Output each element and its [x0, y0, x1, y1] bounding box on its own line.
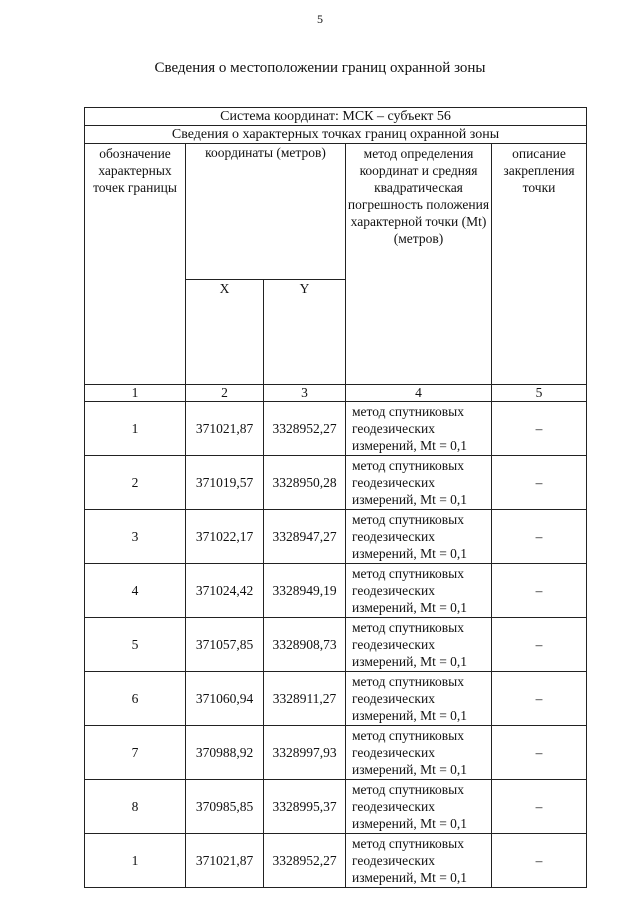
table-row: [85, 456, 587, 510]
point-number-cell: 1: [85, 834, 186, 888]
column-number: 3: [264, 385, 346, 402]
method-cell: метод спутниковых геодезических измерений, Mt = 0,1: [346, 510, 492, 564]
method-cell: метод спутниковых геодезических измерений, Mt = 0,1: [346, 834, 492, 888]
method-cell: метод спутниковых геодезических измерений, Mt = 0,1: [346, 402, 492, 456]
section-title-row: [85, 126, 587, 144]
table-row: [85, 618, 587, 672]
y-coordinate-cell: 3328911,27: [264, 672, 346, 726]
table-row: [85, 672, 587, 726]
y-coordinate-cell: 3328997,93: [264, 726, 346, 780]
table-row: [85, 834, 587, 888]
description-cell: –: [492, 834, 587, 888]
x-coordinate-cell: 371060,94: [186, 672, 264, 726]
header-description: описание закрепления точки: [492, 144, 587, 385]
point-number-cell: 7: [85, 726, 186, 780]
column-number: 5: [492, 385, 587, 402]
header-coordinates: координаты (метров): [186, 144, 346, 280]
header-point-designation: обозначение характерных точек границы: [85, 144, 186, 385]
method-cell: метод спутниковых геодезических измерений, Mt = 0,1: [346, 672, 492, 726]
point-number-cell: 3: [85, 510, 186, 564]
column-number-row: [85, 385, 587, 402]
table-row: [85, 510, 587, 564]
y-coordinate-cell: 3328952,27: [264, 402, 346, 456]
table-row: [85, 564, 587, 618]
y-coordinate-cell: 3328952,27: [264, 834, 346, 888]
method-cell: метод спутниковых геодезических измерений, Mt = 0,1: [346, 726, 492, 780]
table-row: [85, 726, 587, 780]
table-row: [85, 780, 587, 834]
description-cell: –: [492, 780, 587, 834]
x-coordinate-cell: 371021,87: [186, 402, 264, 456]
document-title: Сведения о местоположении границ охранной зоны: [154, 60, 486, 76]
x-coordinate-cell: 371024,42: [186, 564, 264, 618]
x-coordinate-cell: 370988,92: [186, 726, 264, 780]
header-y: Y: [264, 280, 346, 385]
description-cell: –: [492, 456, 587, 510]
description-cell: –: [492, 726, 587, 780]
y-coordinate-cell: 3328949,19: [264, 564, 346, 618]
coordinate-system-row: [85, 108, 587, 126]
y-coordinate-cell: 3328947,27: [264, 510, 346, 564]
page-number: 5: [317, 12, 323, 26]
point-number-cell: 2: [85, 456, 186, 510]
x-coordinate-cell: 371019,57: [186, 456, 264, 510]
point-number-cell: 1: [85, 402, 186, 456]
x-coordinate-cell: 371057,85: [186, 618, 264, 672]
y-coordinate-cell: 3328995,37: [264, 780, 346, 834]
column-number: 2: [186, 385, 264, 402]
description-cell: –: [492, 618, 587, 672]
y-coordinate-cell: 3328950,28: [264, 456, 346, 510]
description-cell: –: [492, 402, 587, 456]
table-row: [85, 402, 587, 456]
header-row: [85, 144, 587, 280]
method-cell: метод спутниковых геодезических измерений, Mt = 0,1: [346, 618, 492, 672]
column-number: 4: [346, 385, 492, 402]
x-coordinate-cell: 371021,87: [186, 834, 264, 888]
x-coordinate-cell: 370985,85: [186, 780, 264, 834]
point-number-cell: 6: [85, 672, 186, 726]
header-method: метод определения координат и средняя квадратическая погрешность положения характерной точки (Mt) (метров): [346, 144, 492, 385]
description-cell: –: [492, 672, 587, 726]
description-cell: –: [492, 510, 587, 564]
method-cell: метод спутниковых геодезических измерений, Mt = 0,1: [346, 780, 492, 834]
y-coordinate-cell: 3328908,73: [264, 618, 346, 672]
point-number-cell: 8: [85, 780, 186, 834]
column-number: 1: [85, 385, 186, 402]
boundary-points-table: [84, 107, 587, 888]
method-cell: метод спутниковых геодезических измерений, Mt = 0,1: [346, 456, 492, 510]
method-cell: метод спутниковых геодезических измерений, Mt = 0,1: [346, 564, 492, 618]
point-number-cell: 4: [85, 564, 186, 618]
x-coordinate-cell: 371022,17: [186, 510, 264, 564]
coordinate-system-caption: Система координат: МСК – субъект 56: [85, 108, 587, 126]
header-x: X: [186, 280, 264, 385]
section-title-caption: Сведения о характерных точках границ охранной зоны: [85, 126, 587, 144]
point-number-cell: 5: [85, 618, 186, 672]
description-cell: –: [492, 564, 587, 618]
